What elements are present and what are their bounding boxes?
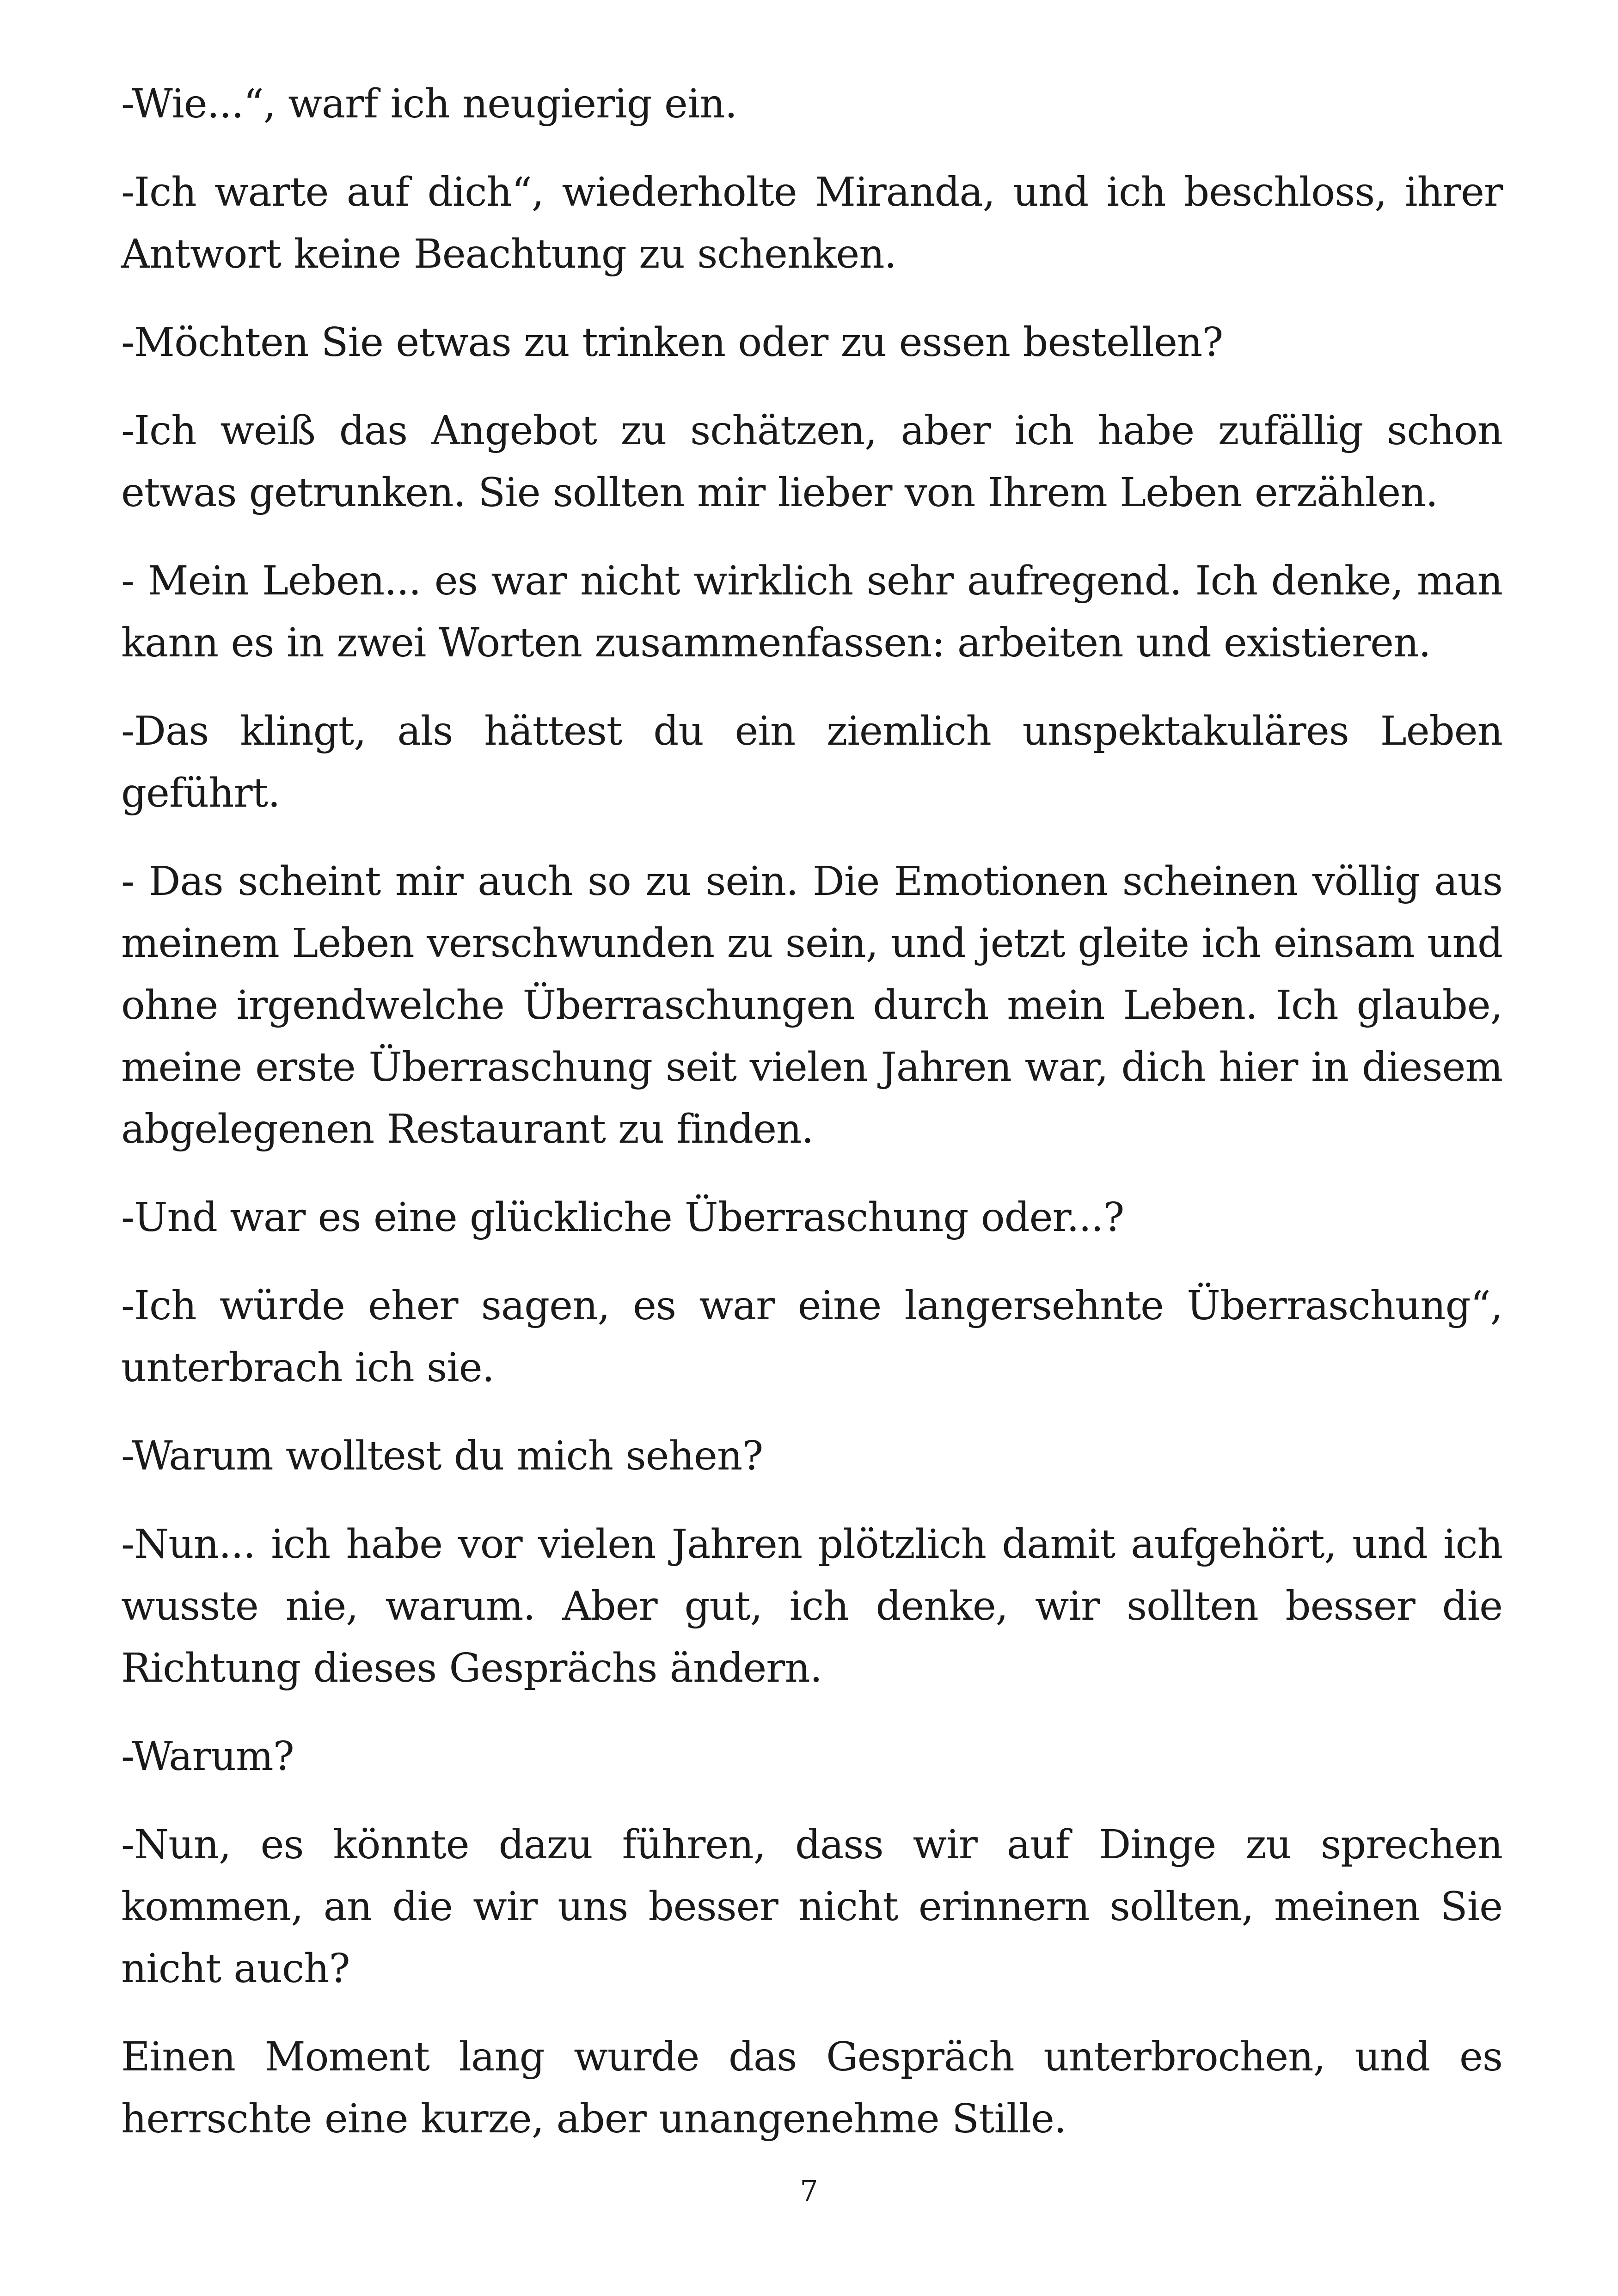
paragraph: -Warum wolltest du mich sehen? xyxy=(121,1433,763,1479)
paragraph: - Mein Leben... es war nicht wirklich sehr aufregend. Ich denke, man kann es in zwei Worten zusammenfassen: arbeiten und existieren. xyxy=(121,558,1502,666)
paragraph: -Wie...“, warf ich neugierig ein. xyxy=(121,81,737,127)
paragraph: - Das scheint mir auch so zu sein. Die Emotionen scheinen völlig aus meinem Leben verschwunden zu sein, und jetzt gleite ich einsam und ohne irgendwelche Überraschungen durch mein Leben. Ich glaube, meine erste Überraschung seit vielen Jahren war, dich hier in diesem abgelegenen Restaurant zu finden. xyxy=(121,858,1502,1152)
paragraph: -Das klingt, als hättest du ein ziemlich unspektakuläres Leben geführt. xyxy=(121,708,1502,816)
paragraph: -Möchten Sie etwas zu trinken oder zu essen bestellen? xyxy=(121,319,1223,366)
paragraph: -Ich würde eher sagen, es war eine langersehnte Überraschung“, unterbrach ich sie. xyxy=(121,1283,1502,1391)
paragraph: -Warum? xyxy=(121,1733,294,1780)
paragraph: -Nun, es könnte dazu führen, dass wir auf Dinge zu sprechen kommen, an die wir uns besser nicht erinnern sollten, meinen Sie nicht auch? xyxy=(121,1822,1502,1992)
paragraph: -Ich weiß das Angebot zu schätzen, aber ich habe zufällig schon etwas getrunken. Sie sollten mir lieber von Ihrem Leben erzählen. xyxy=(121,408,1502,516)
paragraph: -Ich warte auf dich“, wiederholte Miranda, und ich beschloss, ihrer Antwort keine Beachtung zu schenken. xyxy=(121,169,1502,277)
paragraph: -Nun... ich habe vor vielen Jahren plötzlich damit aufgehört, und ich wusste nie, warum. Aber gut, ich denke, wir sollten besser die Richtung dieses Gesprächs ändern. xyxy=(121,1521,1502,1691)
paragraph: Einen Moment lang wurde das Gespräch unterbrochen, und es herrschte eine kurze, aber unangenehme Stille. xyxy=(121,2034,1502,2142)
body-text xyxy=(121,73,1502,2176)
page-number: 7 xyxy=(800,2174,818,2208)
paragraph: -Und war es eine glückliche Überraschung oder...? xyxy=(121,1194,1124,1241)
